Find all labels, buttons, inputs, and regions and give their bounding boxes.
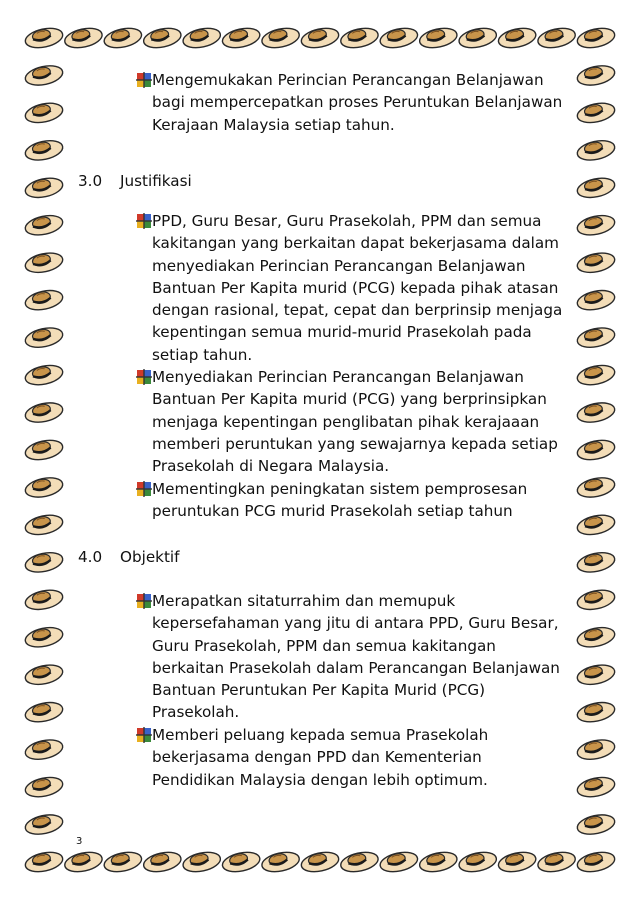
quadrant-bullet-icon [136, 72, 152, 88]
section-heading-justifikasi [78, 170, 192, 192]
quadrant-bullet-icon [136, 481, 152, 497]
section-number: 4.0 [78, 548, 103, 566]
quadrant-bullet-icon [136, 213, 152, 229]
justifikasi-bullet-3: Mementingkan peningkatan sistem pemprosesan peruntukan PCG murid Prasekolah setiap tahun [152, 480, 528, 521]
objektif-bullet-1: Merapatkan sitaturrahim dan memupuk kepersefahaman yang jitu di antara PPD, Guru Besar, Guru Prasekolah, PPM dan semua kakitangan berkaitan Prasekolah dalam Perancangan Belanjawan Bantuan Peruntukan Per Kapita Murid (PCG) Prasekolah. [152, 592, 560, 722]
quadrant-bullet-icon [136, 727, 152, 743]
page-number: 3 [76, 836, 83, 847]
justifikasi-bullet-2: Menyediakan Perincian Perancangan Belanjawan Bantuan Per Kapita murid (PCG) yang berprinsipkan menjaga kepentingan penglibatan pihak kerajaaan memberi peruntukan yang sewajarnya kepada setiap Prasekolah di Negara Malaysia. [152, 368, 558, 476]
quadrant-bullet-icon [136, 369, 152, 385]
justifikasi-bullet-1: PPD, Guru Besar, Guru Prasekolah, PPM dan semua kakitangan yang berkaitan dapat bekerjasama dalam menyediakan Perincian Perancangan Belanjawan Bantuan Per Kapita murid (PCG) kepada pihak atasan dengan rasional, tepat, cepat dan berprinsip menjaga kepentingan semua murid-murid Prasekolah pada setiap tahun. [152, 212, 563, 364]
section-title: Justifikasi [120, 172, 192, 190]
objektif-bullet-2: Memberi peluang kepada semua Prasekolah bekerjasama dengan PPD dan Kementerian Pendidikan Malaysia dengan lebih optimum. [152, 726, 489, 789]
section-heading-objektif [78, 546, 179, 568]
quadrant-bullet-icon [136, 593, 152, 609]
intro-bullet-text: Mengemukakan Perincian Perancangan Belanjawan bagi mempercepatkan proses Peruntukan Belanjawan Kerajaan Malaysia setiap tahun. [152, 71, 563, 134]
section-number: 3.0 [78, 172, 103, 190]
section-title: Objektif [120, 548, 180, 566]
